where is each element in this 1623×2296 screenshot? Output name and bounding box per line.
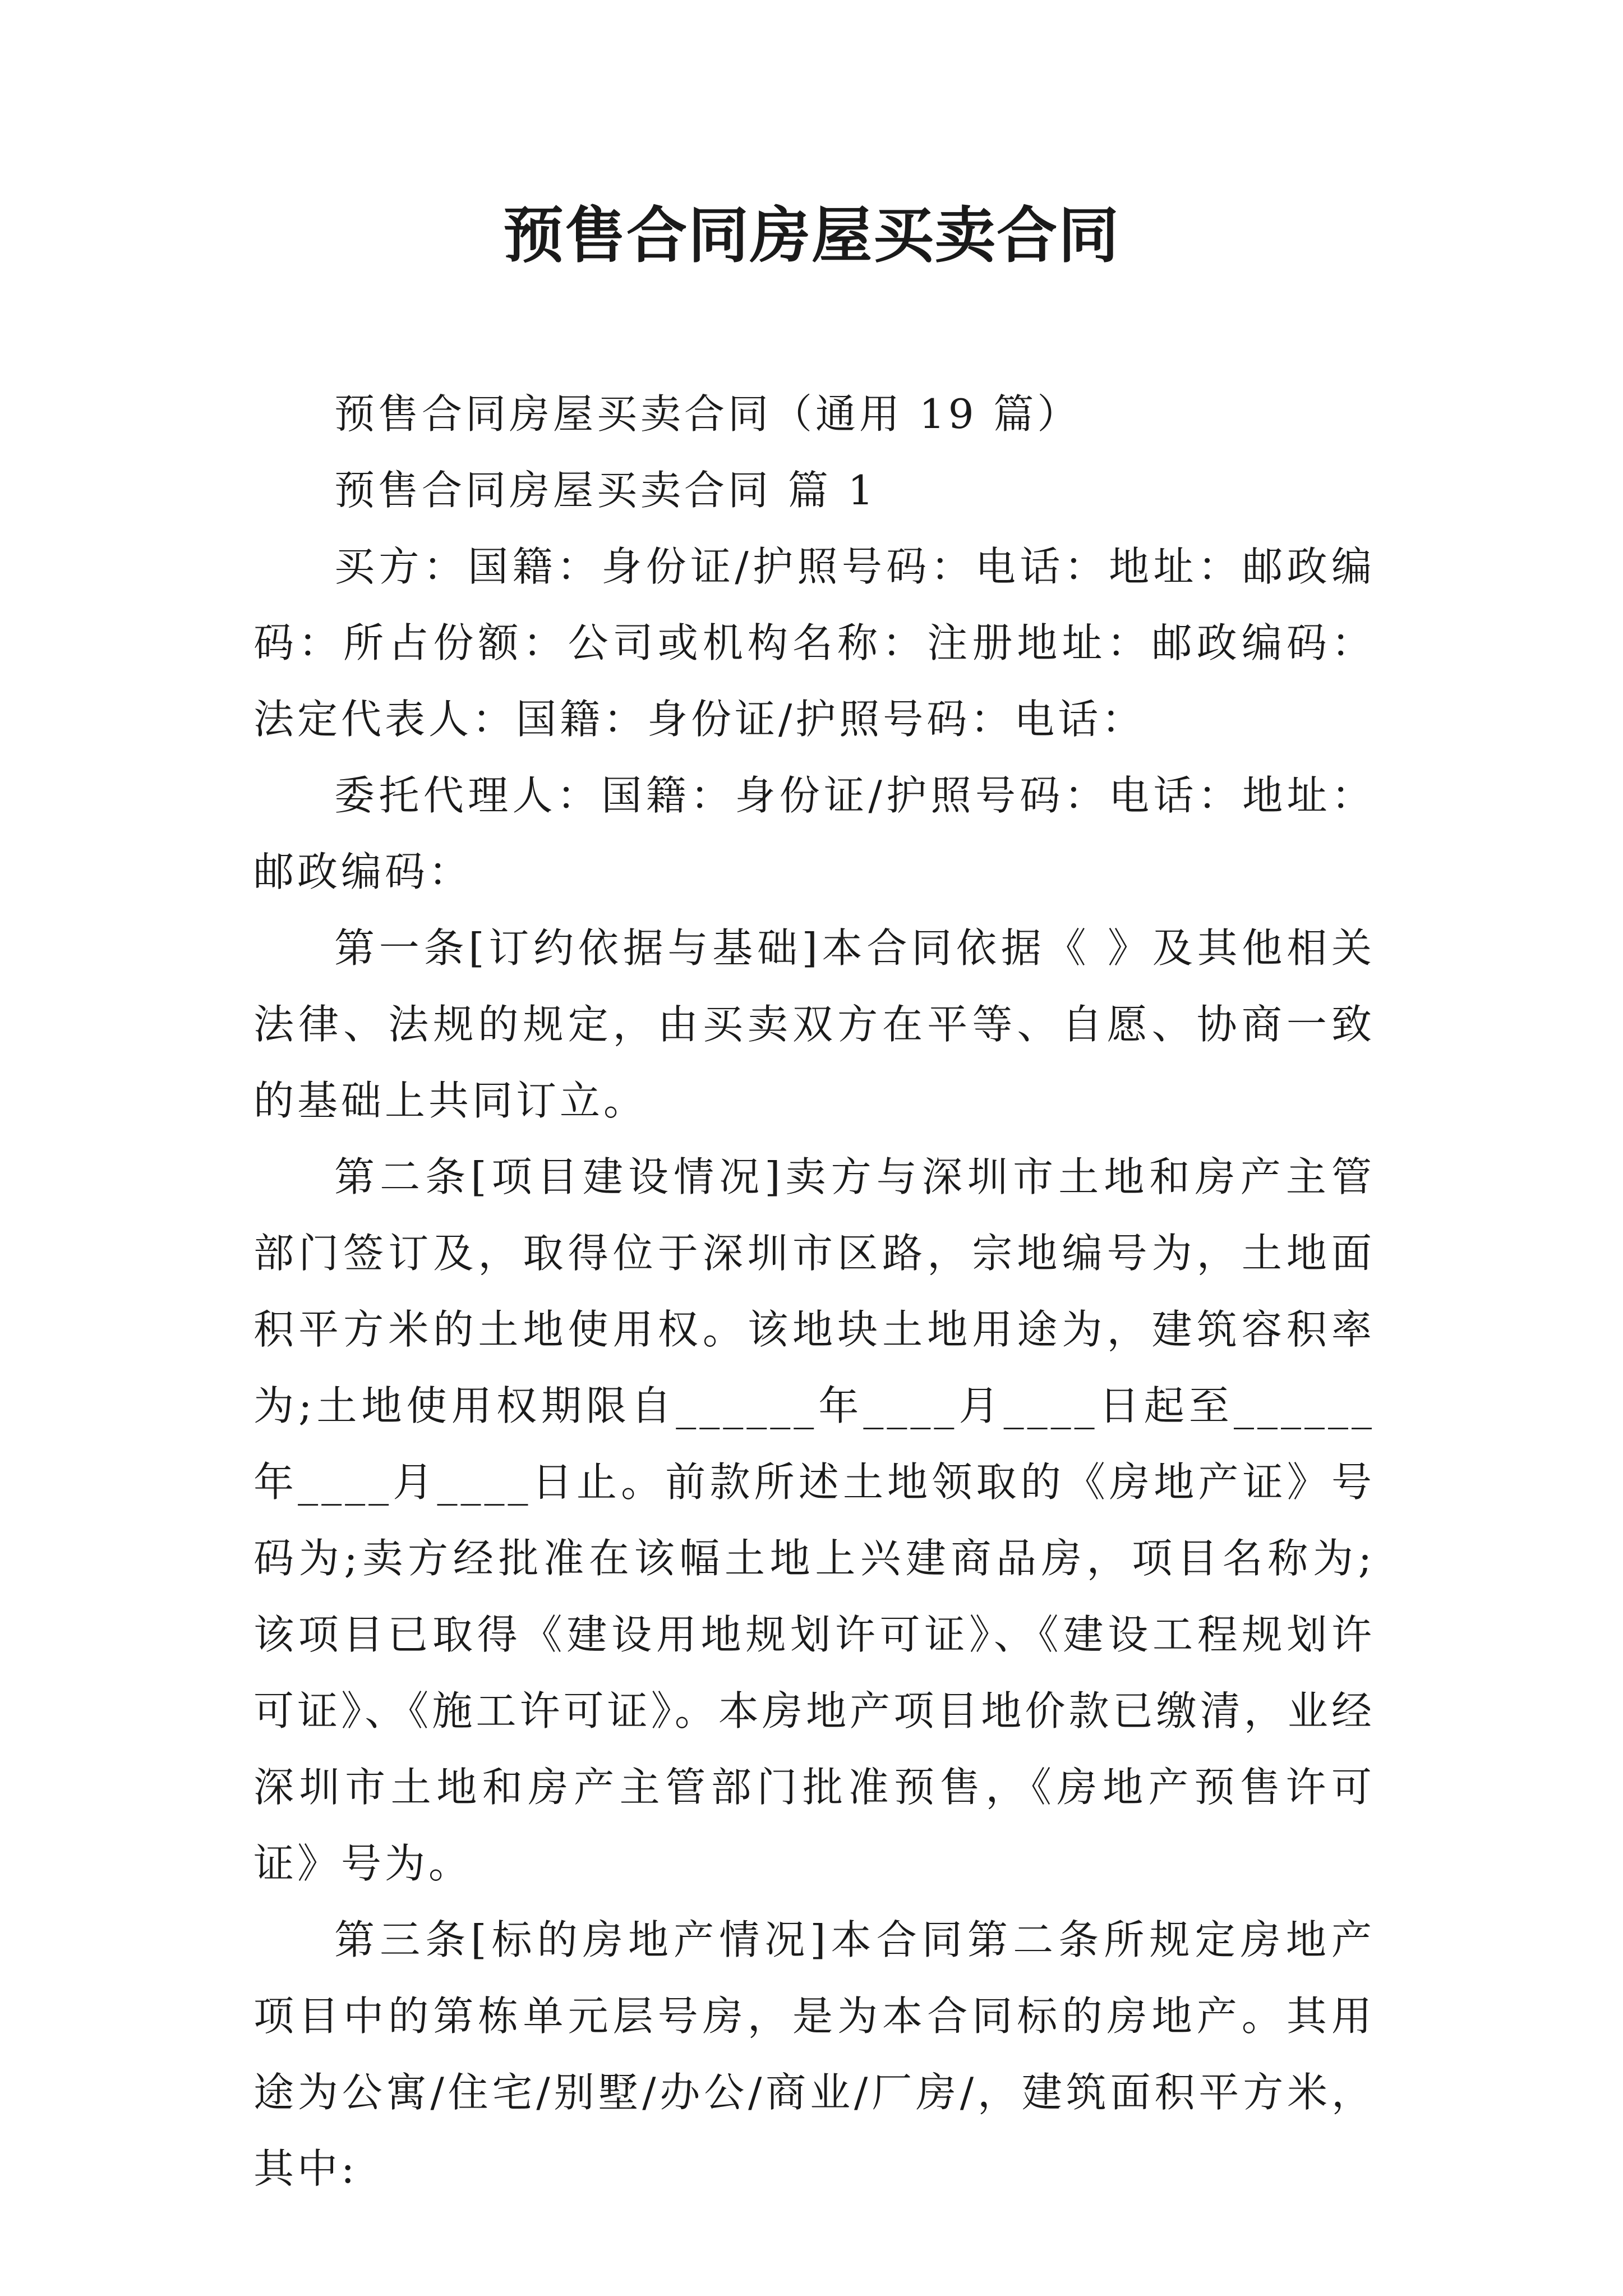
paragraph-article-1: 第一条[订约依据与基础]本合同依据《 》及其他相关法律、法规的规定，由买卖双方在平等、自愿、协商一致的基础上共同订立。	[253, 924, 1375, 1124]
document-body	[253, 376, 1375, 2207]
paragraph-section-heading: 预售合同房屋买卖合同 篇 1	[334, 467, 877, 514]
paragraph-subtitle: 预售合同房屋买卖合同（通用 19 篇）	[334, 390, 1081, 438]
document-title: 预售合同房屋买卖合同	[502, 200, 1120, 271]
paragraph-article-3: 第三条[标的房地产情况]本合同第二条所规定房地产项目中的第栋单元层号房，是为本合同标的房地产。其用途为公寓/住宅/别墅/办公/商业/厂房/，建筑面积平方米，其中:	[253, 1916, 1375, 2192]
paragraph-article-2: 第二条[项目建设情况]卖方与深圳市土地和房产主管部门签订及，取得位于深圳市区路，宗地编号为，土地面积平方米的土地使用权。该地块土地用途为，建筑容积率为;土地使用权期限自______年____月____日起至______年____月____日止。前款所述土地领取的《房地产证》号码为;卖方经批准在该幅土地上兴建商品房，项目名称为;该项目已取得《建设用地规划许可证》、《建设工程规划许可证》、《施工许可证》。本房地产项目地价款已缴清，业经深圳市土地和房产主管部门批准预售，《房地产预售许可证》号为。	[253, 1153, 1375, 1887]
paragraph-agent-info: 委托代理人：国籍：身份证/护照号码：电话：地址：邮政编码：	[253, 772, 1375, 895]
paragraph-buyer-info: 买方：国籍：身份证/护照号码：电话：地址：邮政编码：所占份额：公司或机构名称：注册地址：邮政编码：法定代表人：国籍：身份证/护照号码：电话：	[253, 543, 1375, 743]
